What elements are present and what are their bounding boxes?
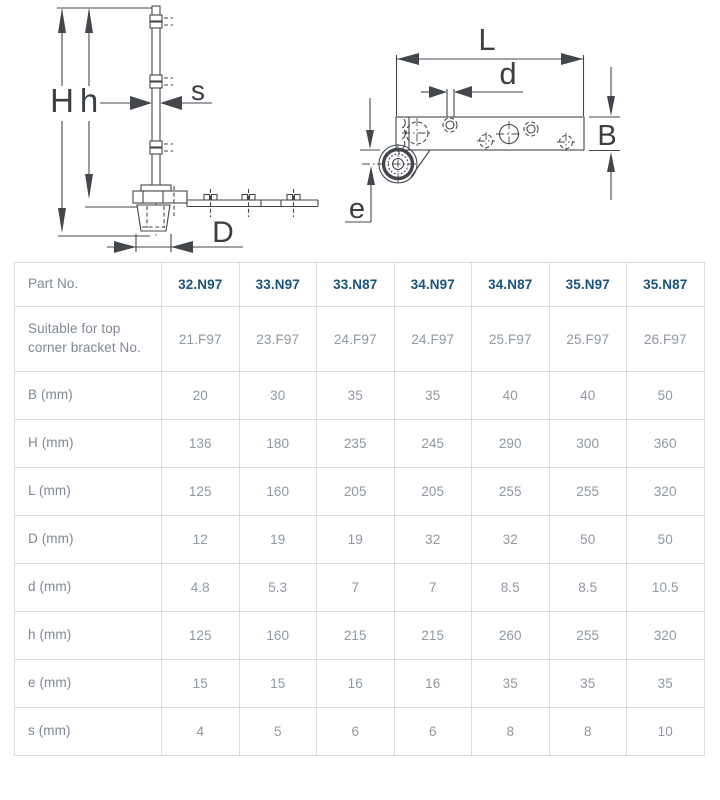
- table-cell: 8.5: [472, 564, 550, 612]
- right-diagram: [345, 22, 620, 225]
- row-label: L (mm): [15, 468, 162, 516]
- table-cell: 15: [239, 660, 317, 708]
- table-cell: 35: [394, 372, 472, 420]
- table-row-e: [15, 660, 705, 708]
- left-diagram: [50, 6, 318, 253]
- table-cell: 24.F97: [317, 307, 395, 372]
- row-label: D (mm): [15, 516, 162, 564]
- table-cell: 21.F97: [162, 307, 240, 372]
- technical-drawings: [0, 0, 720, 260]
- blade-hole-marker: [150, 15, 173, 28]
- table-cell: 7: [317, 564, 395, 612]
- table-row-bracket-no: [15, 307, 705, 372]
- strap-hole-marker: [287, 189, 300, 217]
- table-cell: 300: [549, 420, 627, 468]
- table-cell: 320: [627, 468, 705, 516]
- table-cell: 8: [472, 708, 550, 756]
- table-cell: 235: [317, 420, 395, 468]
- part-no-cell: 32.N97: [162, 263, 240, 307]
- table-cell: 255: [549, 468, 627, 516]
- table-row-h: [15, 612, 705, 660]
- row-label: e (mm): [15, 660, 162, 708]
- dim-label-L: L: [478, 22, 496, 57]
- table-cell: 4: [162, 708, 240, 756]
- dim-label-s: s: [191, 75, 205, 106]
- table-cell: 205: [317, 468, 395, 516]
- table-cell: 8: [549, 708, 627, 756]
- part-no-cell: 35.N97: [549, 263, 627, 307]
- table-row-s: [15, 708, 705, 756]
- table-cell: 35: [627, 660, 705, 708]
- table-cell: 160: [239, 468, 317, 516]
- spec-table: [14, 262, 705, 756]
- row-label: Part No.: [15, 263, 162, 307]
- table-cell: 15: [162, 660, 240, 708]
- strap-hole-marker: [242, 189, 255, 217]
- table-cell: 4.8: [162, 564, 240, 612]
- table-cell: 215: [394, 612, 472, 660]
- table-cell: 10.5: [627, 564, 705, 612]
- table-cell: 320: [627, 612, 705, 660]
- table-cell: 32: [472, 516, 550, 564]
- part-no-cell: 33.N97: [239, 263, 317, 307]
- table-cell: 19: [239, 516, 317, 564]
- table-cell: 125: [162, 468, 240, 516]
- blade-hole-marker: [150, 75, 173, 88]
- table-cell: 24.F97: [394, 307, 472, 372]
- table-cell: 25.F97: [549, 307, 627, 372]
- table-cell: 35: [472, 660, 550, 708]
- part-no-cell: 33.N87: [317, 263, 395, 307]
- table-cell: 136: [162, 420, 240, 468]
- table-cell: 50: [627, 516, 705, 564]
- table-row-H: [15, 420, 705, 468]
- table-cell: 40: [472, 372, 550, 420]
- table-row-L: [15, 468, 705, 516]
- row-label: Suitable for top corner bracket No.: [15, 307, 162, 372]
- table-cell: 50: [627, 372, 705, 420]
- table-cell: 12: [162, 516, 240, 564]
- table-cell: 10: [627, 708, 705, 756]
- dim-label-D: D: [212, 216, 234, 249]
- dim-label-e: e: [348, 193, 366, 225]
- table-cell: 6: [394, 708, 472, 756]
- table-cell: 360: [627, 420, 705, 468]
- dim-label-h: h: [79, 82, 99, 119]
- table-cell: 6: [317, 708, 395, 756]
- table-cell: 35: [549, 660, 627, 708]
- table-cell: 260: [472, 612, 550, 660]
- table-cell: 205: [394, 468, 472, 516]
- table-row-B: [15, 372, 705, 420]
- row-label: s (mm): [15, 708, 162, 756]
- table-cell: 125: [162, 612, 240, 660]
- row-label: h (mm): [15, 612, 162, 660]
- row-label: d (mm): [15, 564, 162, 612]
- table-cell: 32: [394, 516, 472, 564]
- table-cell: 180: [239, 420, 317, 468]
- table-cell: 35: [317, 372, 395, 420]
- table-row-part-no: [15, 263, 705, 307]
- table-row-d: [15, 564, 705, 612]
- table-cell: 20: [162, 372, 240, 420]
- dim-label-H: H: [50, 82, 74, 119]
- row-label: B (mm): [15, 372, 162, 420]
- table-cell: 25.F97: [472, 307, 550, 372]
- part-no-cell: 35.N87: [627, 263, 705, 307]
- table-cell: 215: [317, 612, 395, 660]
- table-cell: 5: [239, 708, 317, 756]
- table-cell: 16: [394, 660, 472, 708]
- row-label: H (mm): [15, 420, 162, 468]
- table-cell: 30: [239, 372, 317, 420]
- table-cell: 245: [394, 420, 472, 468]
- table-cell: 5.3: [239, 564, 317, 612]
- table-cell: 255: [472, 468, 550, 516]
- part-no-cell: 34.N87: [472, 263, 550, 307]
- table-cell: 19: [317, 516, 395, 564]
- dim-label-B: B: [597, 120, 617, 152]
- table-cell: 8.5: [549, 564, 627, 612]
- table-cell: 23.F97: [239, 307, 317, 372]
- blade-hole-marker: [150, 141, 173, 154]
- table-cell: 7: [394, 564, 472, 612]
- table-cell: 290: [472, 420, 550, 468]
- table-cell: 255: [549, 612, 627, 660]
- strap-hole-marker: [204, 189, 217, 217]
- table-cell: 16: [317, 660, 395, 708]
- part-no-cell: 34.N97: [394, 263, 472, 307]
- table-row-D: [15, 516, 705, 564]
- table-cell: 40: [549, 372, 627, 420]
- table-cell: 26.F97: [627, 307, 705, 372]
- dim-label-d: d: [499, 56, 517, 91]
- table-cell: 50: [549, 516, 627, 564]
- table-cell: 160: [239, 612, 317, 660]
